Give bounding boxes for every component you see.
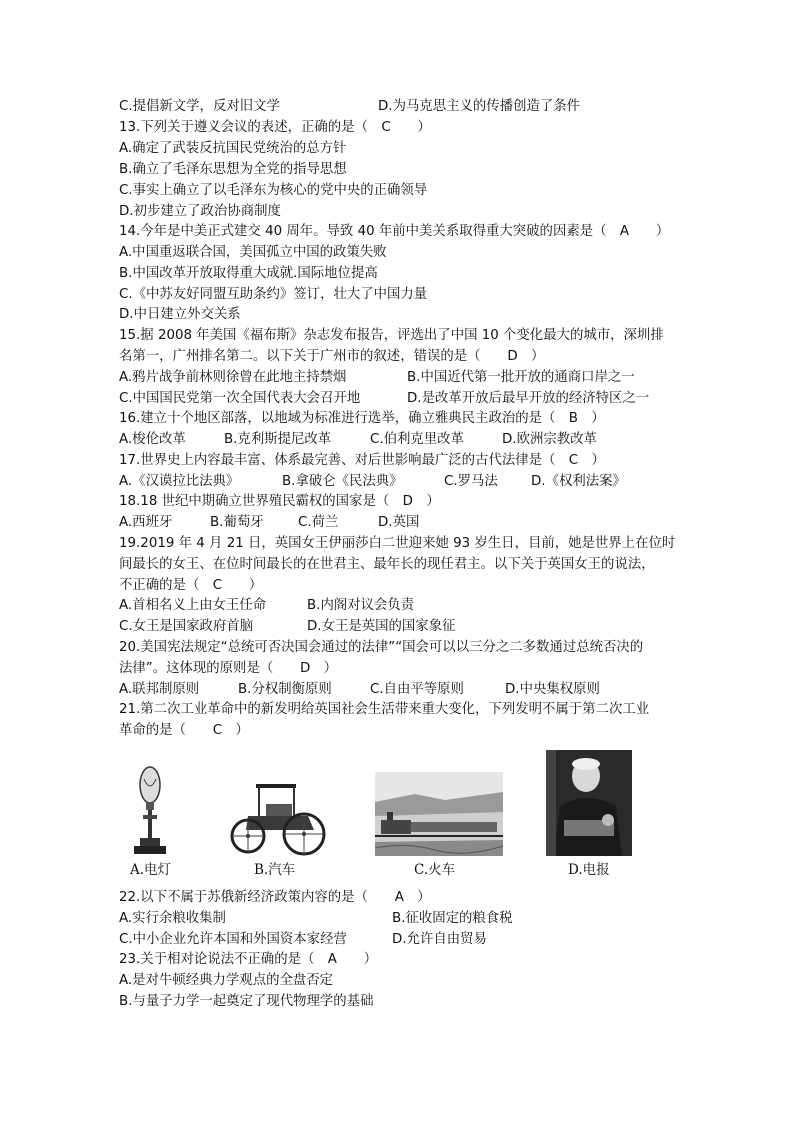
q12-option-c: C.提倡新文学，反对旧文学: [119, 99, 280, 114]
q22-option-d: D.允许自由贸易: [392, 932, 487, 947]
q15-option-c: C.中国国民党第一次全国代表大会召开地: [119, 391, 361, 406]
q20-option-b: B.分权制衡原则: [238, 682, 332, 697]
figure-c-caption: C.火车: [414, 862, 456, 878]
figure-d-caption: D.电报: [568, 862, 610, 878]
q18-option-d: D.英国: [378, 515, 420, 530]
steam-train-icon: [375, 772, 503, 856]
q23-option-b: B.与量子力学一起奠定了现代物理学的基础: [119, 994, 374, 1009]
q19-option-d: D.女王是英国的国家象征: [307, 619, 456, 634]
q22-option-b: B.征收固定的粮食税: [392, 911, 513, 926]
q14-option-c: C.《中苏友好同盟互助条约》签订，壮大了中国力量: [119, 287, 428, 302]
q20-stem-line1: 20.美国宪法规定“总统可否决国会通过的法律”“国会可以以三分之二多数通过总统否决的: [119, 640, 644, 655]
q19-option-c: C.女王是国家政府首脑: [119, 619, 254, 634]
q14-option-b: B.中国改革开放取得重大成就.国际地位提高: [119, 266, 378, 281]
q18-option-b: B.葡萄牙: [210, 515, 264, 530]
q17-option-a: A.《汉谟拉比法典》: [119, 474, 240, 489]
q18-option-a: A.西班牙: [119, 515, 173, 530]
light-bulb-icon: [130, 765, 170, 857]
early-automobile-icon: [218, 778, 326, 856]
q13-option-b: B.确立了毛泽东思想为全党的指导思想: [119, 162, 347, 177]
q20-option-a: A.联邦制原则: [119, 682, 200, 697]
q20-option-d: D.中央集权原则: [505, 682, 600, 697]
q13-stem: 13.下列关于遵义会议的表述，正确的是（ C ）: [119, 120, 431, 135]
q17-option-d: D.《权利法案》: [531, 474, 626, 489]
q21-stem-line1: 21.第二次工业革命中的新发明给英国社会生活带来重大变化，下列发明不属于第二次工业: [119, 702, 650, 717]
q15-option-b: B.中国近代第一批开放的通商口岸之一: [407, 370, 635, 385]
q20-stem-line2: 法律”。这体现的原则是（ D ）: [119, 661, 338, 676]
q15-stem-line2: 名第一，广州排名第二。以下关于广州市的叙述，错误的是（ D ）: [119, 349, 545, 364]
q22-option-c: C.中小企业允许本国和外国资本家经营: [119, 932, 347, 947]
q19-stem-line3: 不正确的是（ C ）: [119, 578, 263, 593]
q16-stem: 16.建立十个地区部落，以地域为标准进行选举，确立雅典民主政治的是（ B ）: [119, 411, 605, 426]
q19-option-b: B.内阁对议会负责: [307, 598, 415, 613]
q13-option-c: C.事实上确立了以毛泽东为核心的党中央的正确领导: [119, 183, 428, 198]
q16-option-b: B.克利斯提尼改革: [224, 432, 332, 447]
q17-option-b: B.拿破仑《民法典》: [282, 474, 403, 489]
q18-option-c: C.荷兰: [298, 515, 339, 530]
figure-a-caption: A.电灯: [130, 862, 172, 878]
q15-option-a: A.鸦片战争前林则徐曾在此地主持禁烟: [119, 370, 347, 385]
q16-option-a: A.梭伦改革: [119, 432, 186, 447]
q16-option-c: C.伯利克里改革: [370, 432, 464, 447]
q19-stem-line1: 19.2019 年 4 月 21 日，英国女王伊丽莎白二世迎来她 93 岁生日，目前，她是世界上在位时: [119, 536, 676, 551]
q22-option-a: A.实行余粮收集制: [119, 911, 226, 926]
q18-stem: 18.18 世纪中期确立世界殖民霸权的国家是（ D ）: [119, 494, 440, 509]
telegraph-operator-icon: [546, 750, 632, 856]
q20-option-c: C.自由平等原则: [370, 682, 464, 697]
q21-stem-line2: 革命的是（ C ）: [119, 723, 249, 738]
q15-stem-line1: 15.据 2008 年美国《福布斯》杂志发布报告，评选出了中国 10 个变化最大的城市，深圳排: [119, 328, 664, 343]
q13-option-d: D.初步建立了政治协商制度: [119, 204, 281, 219]
q14-stem: 14.今年是中美正式建交 40 周年。导致 40 年前中美关系取得重大突破的因素是（ A ）: [119, 224, 670, 239]
q17-option-c: C.罗马法: [444, 474, 498, 489]
q23-option-a: A.是对牛顿经典力学观点的全盘否定: [119, 973, 334, 988]
q13-option-a: A.确定了武装反抗国民党统治的总方针: [119, 141, 347, 156]
q19-option-a: A.首相名义上由女王任命: [119, 598, 267, 613]
q23-stem: 23.关于相对论说法不正确的是（ A ）: [119, 952, 378, 967]
q17-stem: 17.世界史上内容最丰富、体系最完善、对后世影响最广泛的古代法律是（ C ）: [119, 453, 605, 468]
q16-option-d: D.欧洲宗教改革: [502, 432, 597, 447]
q22-stem: 22.以下不属于苏俄新经济政策内容的是（ A ）: [119, 890, 431, 905]
q12-option-d: D.为马克思主义的传播创造了条件: [378, 99, 581, 114]
figure-b-caption: B.汽车: [254, 862, 296, 878]
q15-option-d: D.是改革开放后最早开放的经济特区之一: [407, 391, 650, 406]
q19-stem-line2: 间最长的女王、在位时间最长的在世君主、最年长的现任君主。以下关于英国女王的说法，: [119, 557, 655, 572]
q14-option-a: A.中国重返联合国，美国孤立中国的政策失败: [119, 245, 387, 260]
q14-option-d: D.中日建立外交关系: [119, 307, 241, 322]
